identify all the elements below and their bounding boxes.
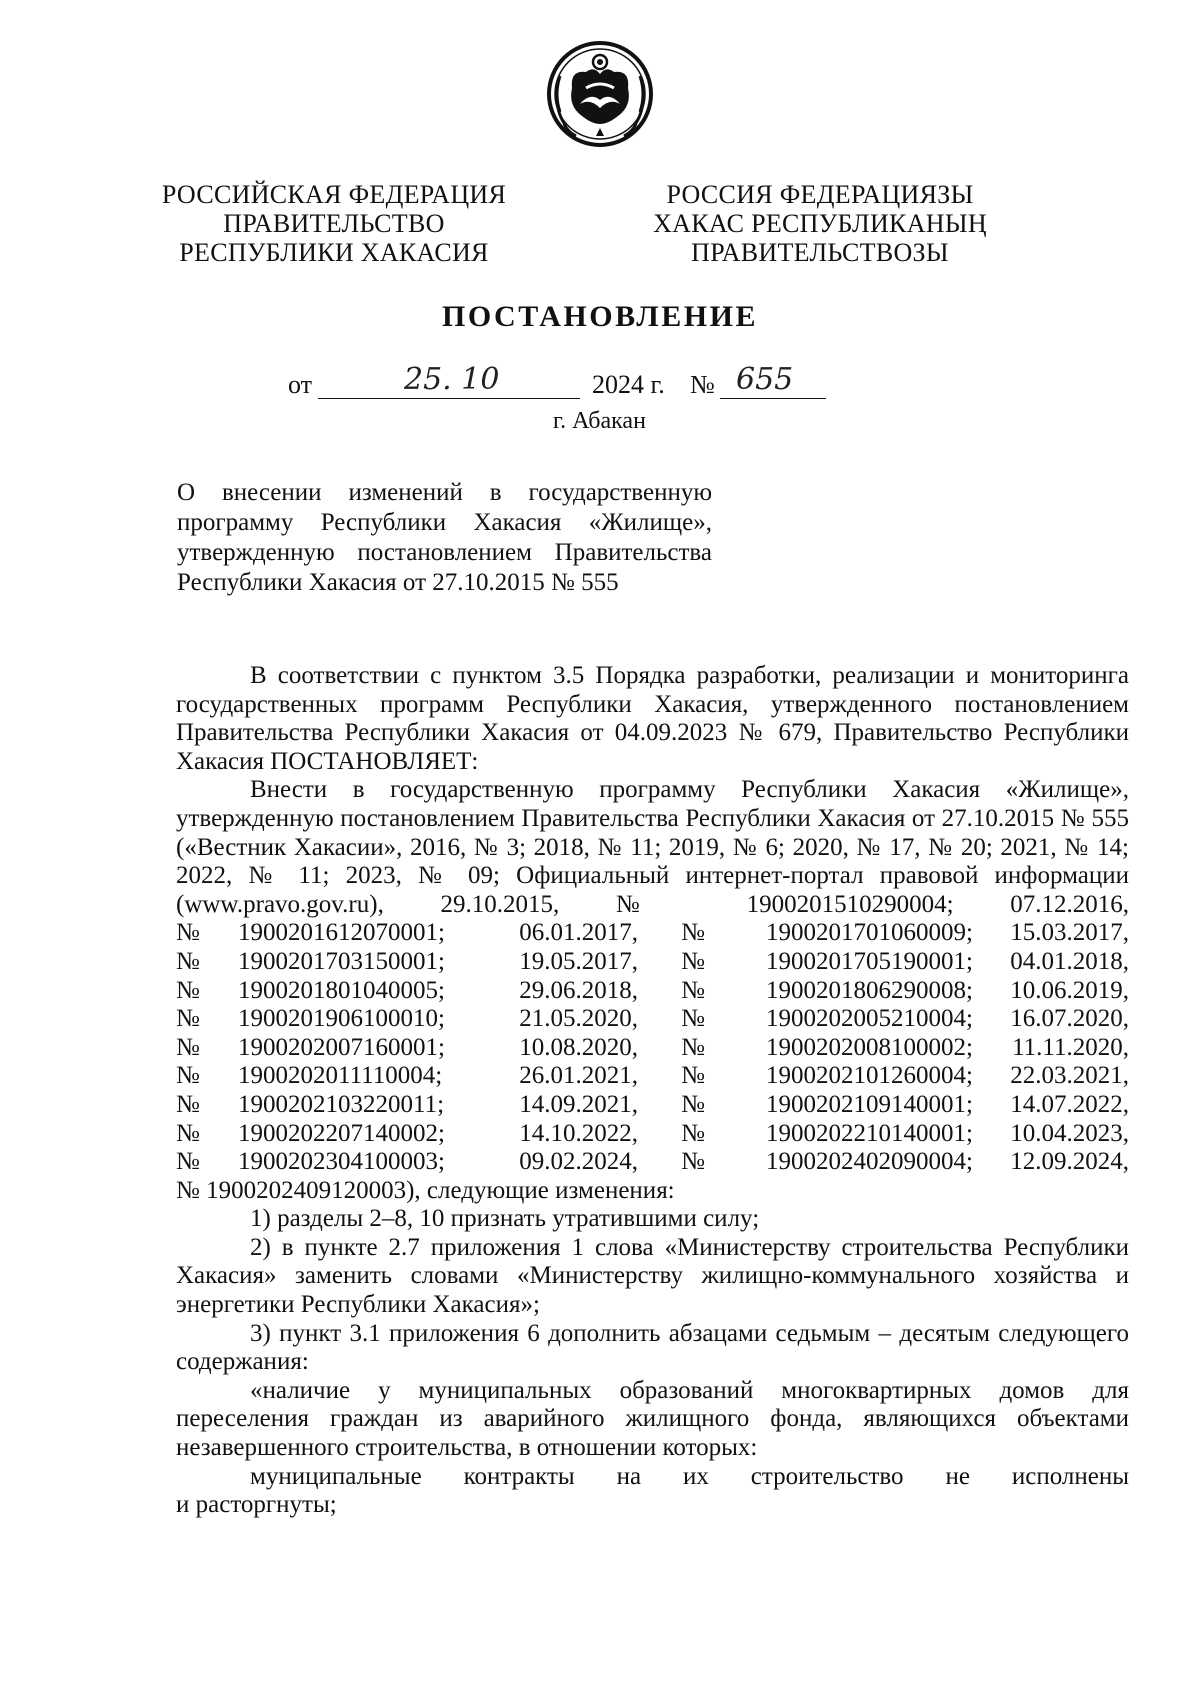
number-underline — [720, 398, 826, 399]
table-cell: 1900201801040005; — [238, 976, 445, 1004]
header-khakas — [610, 180, 1030, 267]
table-cell: 1900202210140001; — [766, 1119, 973, 1147]
table-cell: № — [176, 976, 200, 1004]
year-label: 2024 г. — [592, 370, 665, 399]
header-right-line: ПРАВИТЕЛЬСТВОЗЫ — [691, 238, 949, 267]
header-left-line: РЕСПУБЛИКИ ХАКАСИЯ — [179, 238, 489, 267]
table-cell: № — [176, 1062, 200, 1090]
table-cell: 06.01.2017, — [519, 919, 638, 947]
table-cell: 14.10.2022, — [519, 1119, 638, 1147]
table-cell: 1900202109140001; — [766, 1090, 973, 1118]
table-cell: 1900202207140002; — [238, 1119, 445, 1147]
table-cell: 11.11.2020, — [1012, 1033, 1129, 1061]
table-cell: 10.08.2020, — [519, 1033, 638, 1061]
table-cell: 1900202011110004; — [238, 1062, 443, 1090]
table-cell: 04.01.2018, — [1010, 947, 1129, 975]
table-cell: 14.07.2022, — [1010, 1090, 1129, 1118]
table-cell: № — [681, 947, 705, 975]
document-title: ПОСТАНОВЛЕНИЕ — [442, 300, 758, 333]
table-cell: 15.03.2017, — [1010, 919, 1129, 947]
table-cell: 1900202402090004; — [766, 1148, 973, 1176]
table-cell: 14.09.2021, — [519, 1090, 638, 1118]
header-right-line: ХАКАС РЕСПУБЛИКАНЫҢ — [653, 209, 987, 238]
table-cell: 1900201701060009; — [766, 919, 973, 947]
list-item-3: 3) пункт 3.1 приложения 6 дополнить абзацами седьмым – десятым следующего содержания: — [176, 1319, 1129, 1376]
table-cell: № — [176, 947, 200, 975]
date-underline — [318, 398, 580, 399]
table-cell: № — [681, 1033, 705, 1061]
table-row — [176, 1005, 1129, 1034]
table-row — [176, 948, 1129, 977]
table-cell: № — [176, 1005, 200, 1033]
table-cell: 1900202008100002; — [766, 1033, 973, 1061]
table-row — [176, 919, 1129, 948]
paragraph-basis: В соответствии с пунктом 3.5 Порядка разработки, реализации и мониторинга государственных программ Республики Хакасия, утвержденного постановлением Правительства Республики Хакасия от 04.09.2023 № 679, Правительство Республики Хакасия ПОСТАНОВЛЯЕТ: — [176, 662, 1129, 775]
table-cell: 1900201806290008; — [766, 976, 973, 1004]
table-cell: № — [681, 1005, 705, 1033]
table-cell: № — [681, 1062, 705, 1090]
header-left-line: ПРАВИТЕЛЬСТВО — [223, 209, 445, 238]
table-cell: № — [176, 1119, 200, 1147]
from-label: от — [288, 370, 313, 399]
table-cell: 29.06.2018, — [519, 976, 638, 1004]
table-cell: 22.03.2021, — [1010, 1062, 1129, 1090]
table-cell: 1900201906100010; — [238, 1005, 445, 1033]
document-body — [176, 662, 1129, 1520]
table-cell: 10.04.2023, — [1010, 1119, 1129, 1147]
header-right-line: РОССИЯ ФЕДЕРАЦИЯЗЫ — [666, 180, 974, 209]
header-left-line: РОССИЙСКАЯ ФЕДЕРАЦИЯ — [161, 180, 507, 209]
table-row — [176, 1062, 1129, 1091]
table-row — [176, 1148, 1129, 1177]
table-cell: № — [681, 919, 705, 947]
table-row — [176, 1091, 1129, 1120]
table-cell: № — [681, 976, 705, 1004]
table-cell: № — [681, 1119, 705, 1147]
table-row — [176, 1034, 1129, 1063]
publications-table — [176, 919, 1129, 1176]
table-cell: 1900202103220011; — [238, 1090, 445, 1118]
table-cell: № — [176, 1148, 200, 1176]
table-cell: 1900202101260004; — [766, 1062, 973, 1090]
table-cell: № — [681, 1090, 705, 1118]
table-cell: 10.06.2019, — [1010, 976, 1129, 1004]
paragraph-amendment-intro: Внести в государственную программу Республики Хакасия «Жилище», утвержденную постановлением Правительства Республики Хакасия от 27.10.2015 № 555 («Вестник Хакасии», 2016, № 3; 2018, № 11; 2019, № 6; 2020, № 17, № 20; 2021, № 14; 2022, № 11; 2023, № 09; Официальный интернет-портал правовой информации (www.pravo.gov.ru), 29.10.2015, № 1900201510290004; 07.12.2016, — [176, 776, 1129, 918]
table-cell: 1900201612070001; — [238, 919, 445, 947]
table-cell: № — [176, 1033, 200, 1061]
handwritten-number: 655 — [736, 362, 794, 397]
table-cell: № — [176, 919, 200, 947]
header-russian — [124, 180, 544, 267]
quoted-paragraph-2-line-1: муниципальные контракты на их строительство не исполнены — [250, 1462, 1129, 1490]
table-cell: 1900202007160001; — [238, 1033, 445, 1061]
city-label: г. Абакан — [553, 408, 646, 434]
coat-of-arms-emblem — [546, 40, 654, 148]
table-cell: 19.05.2017, — [519, 947, 638, 975]
table-cell: 12.09.2024, — [1010, 1148, 1129, 1176]
table-cell: 26.01.2021, — [519, 1062, 638, 1090]
table-cell: 1900202304100003; — [238, 1148, 445, 1176]
list-item-1: 1) разделы 2–8, 10 признать утратившими силу; — [250, 1205, 760, 1233]
table-row — [176, 1120, 1129, 1149]
handwritten-date: 25. 10 — [404, 362, 500, 397]
table-row — [176, 977, 1129, 1006]
date-number-row — [0, 362, 1200, 408]
table-cell: 1900201705190001; — [766, 947, 973, 975]
table-cell: № — [681, 1148, 705, 1176]
number-sign: № — [690, 370, 715, 399]
table-cell: 09.02.2024, — [519, 1148, 638, 1176]
document-subject: О внесении изменений в государственную программу Республики Хакасия «Жилище», утвержденную постановлением Правительства Республики Хакасия от 27.10.2015 № 555 — [177, 479, 712, 596]
quoted-paragraph-2-line-2: и расторгнуты; — [176, 1491, 337, 1519]
table-cell: 1900201703150001; — [238, 947, 445, 975]
list-item-2: 2) в пункте 2.7 приложения 1 слова «Министерству строительства Республики Хакасия» заменить словами «Министерству жилищно-коммунального хозяйства и энергетики Республики Хакасия»; — [176, 1233, 1129, 1319]
table-cell: № — [176, 1090, 200, 1118]
quoted-paragraph-1: «наличие у муниципальных образований многоквартирных домов для переселения граждан из аварийного жилищного фонда, являющихся объектами незавершенного строительства, в отношении которых: — [176, 1376, 1129, 1462]
paragraph-amendment-end: № 1900202409120003), следующие изменения: — [176, 1176, 675, 1204]
table-cell: 16.07.2020, — [1010, 1005, 1129, 1033]
table-cell: 1900202005210004; — [766, 1005, 973, 1033]
table-cell: 21.05.2020, — [519, 1005, 638, 1033]
